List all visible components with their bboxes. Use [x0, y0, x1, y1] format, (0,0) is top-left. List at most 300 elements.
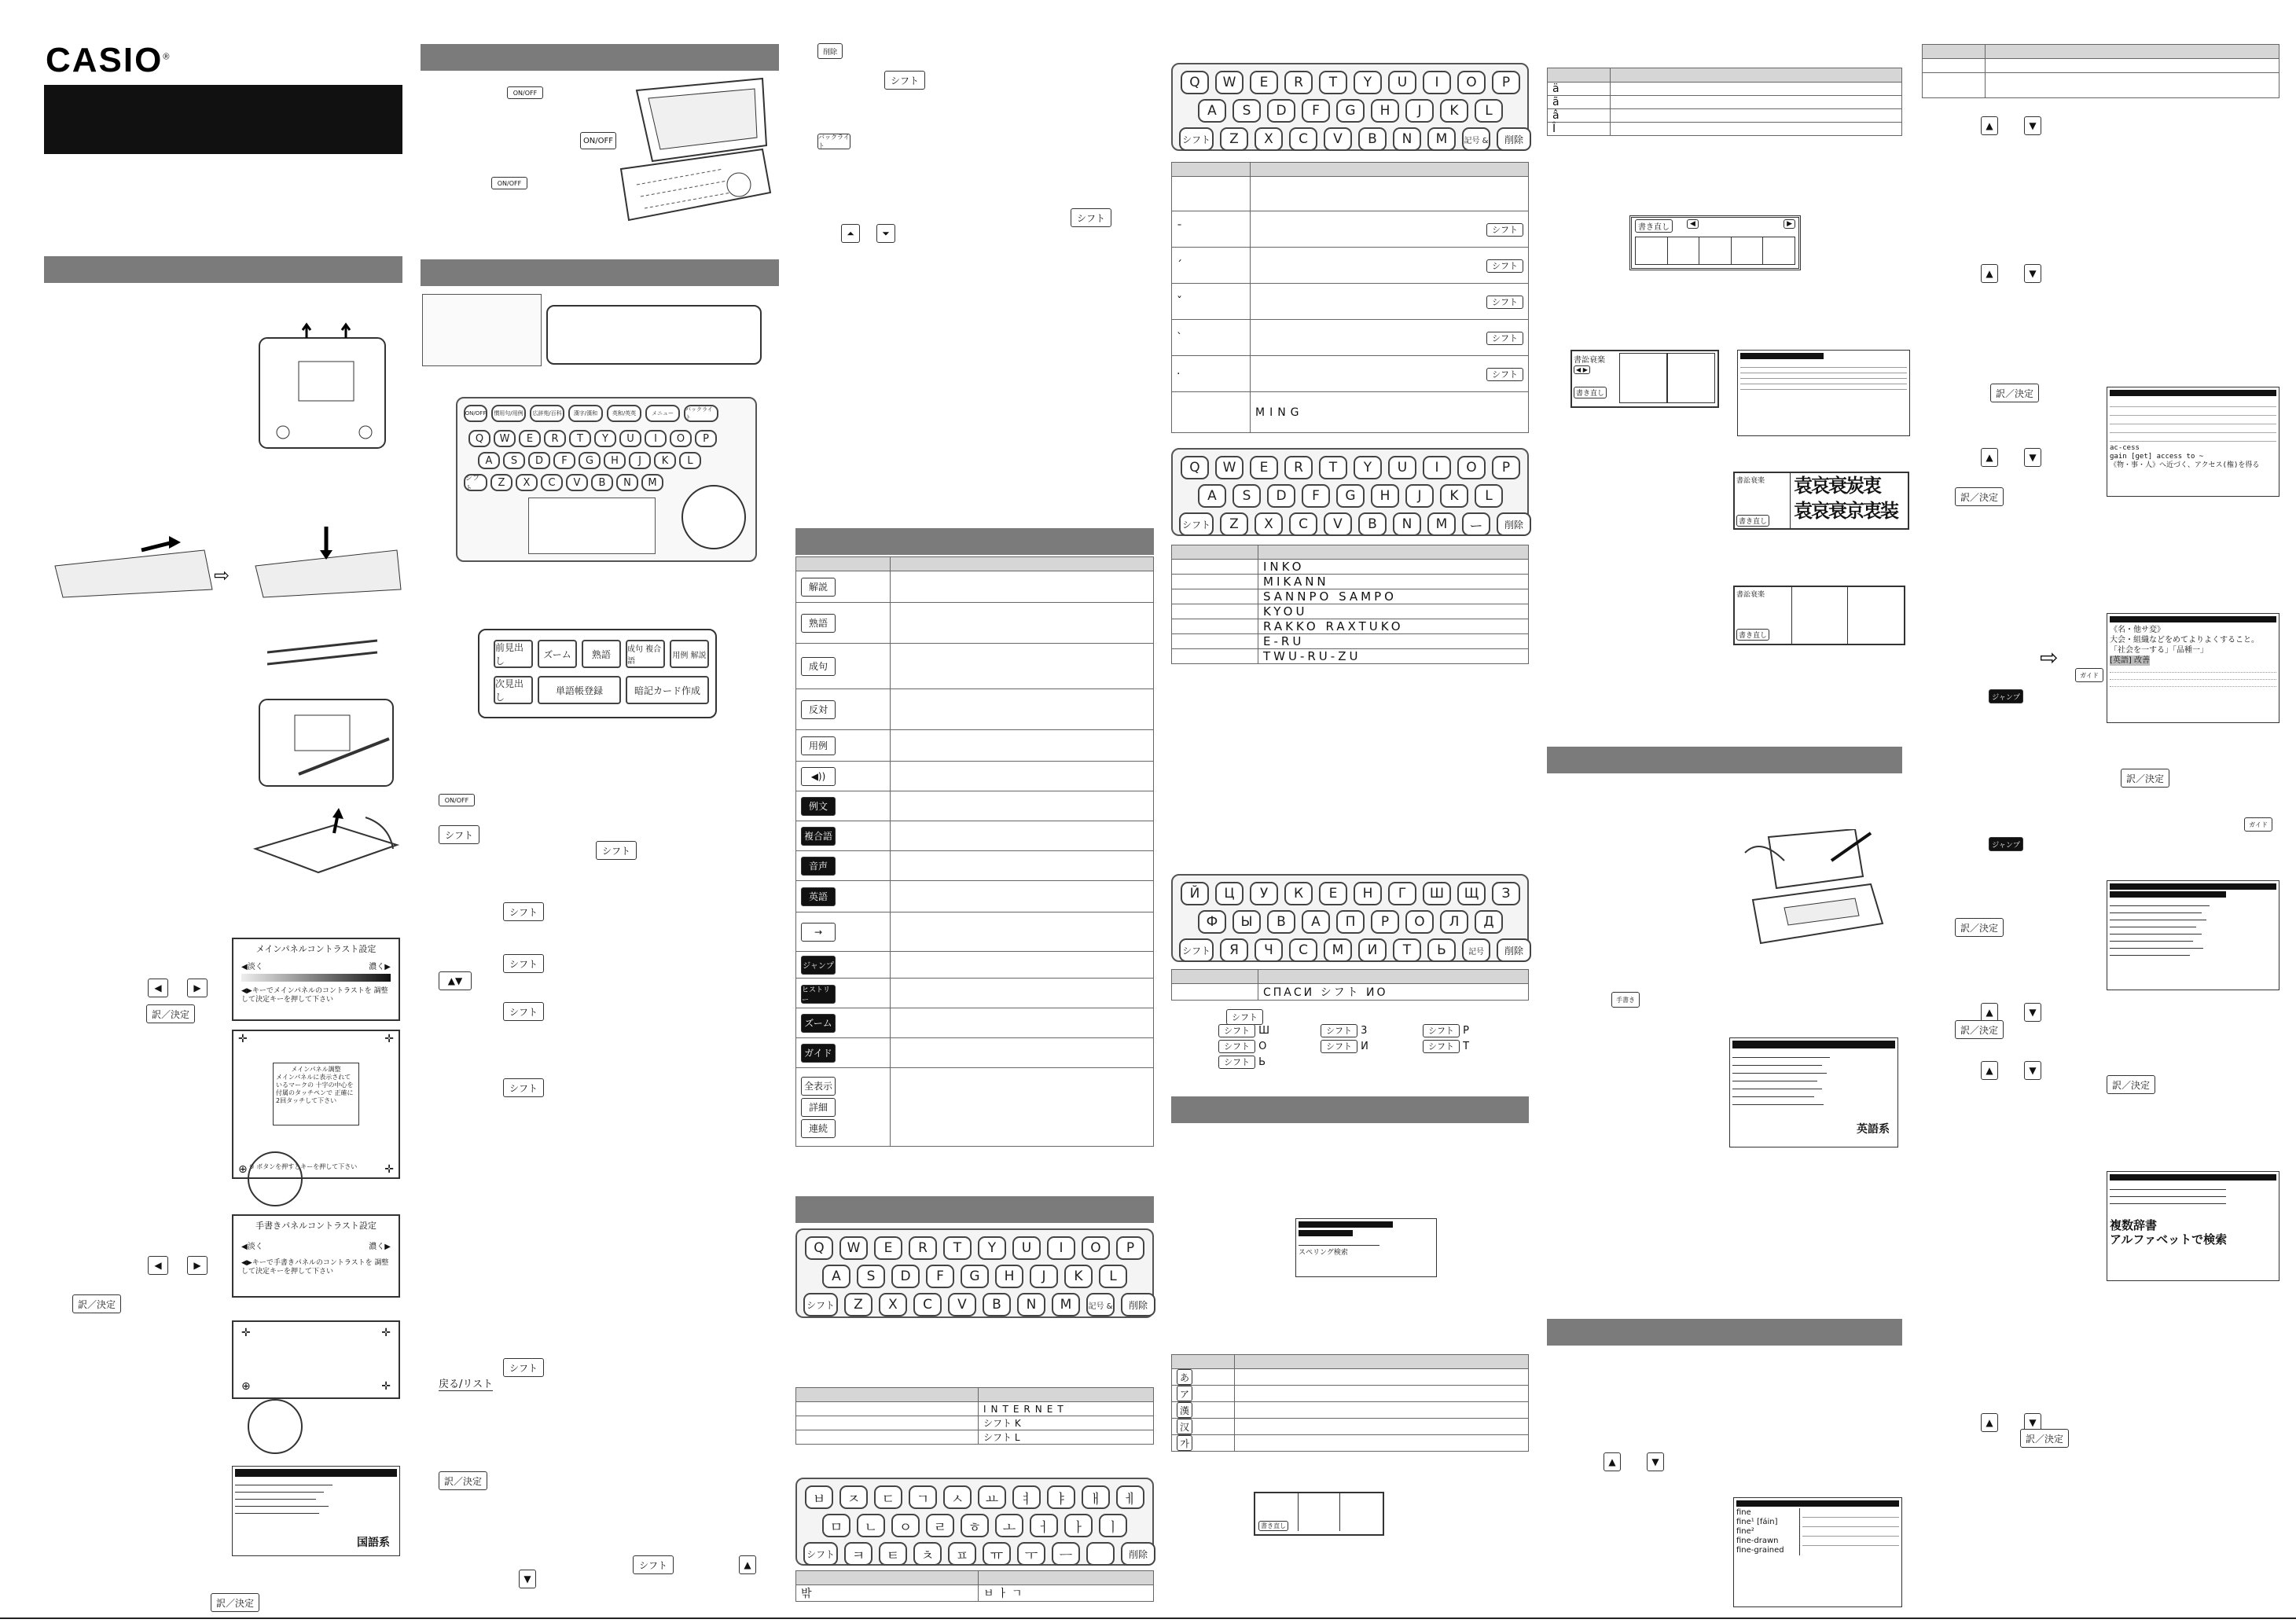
decide-key[interactable]: 訳／決定 [1990, 384, 2039, 402]
cyrillic-key[interactable]: Л [1440, 910, 1468, 934]
key-j[interactable]: J [629, 452, 651, 469]
key-q[interactable]: Q [805, 1236, 833, 1260]
key-u[interactable]: U [1388, 71, 1416, 94]
key-j[interactable]: J [1405, 99, 1434, 123]
key-k[interactable]: K [1440, 99, 1468, 123]
candidate-char[interactable]: 衰 [1828, 475, 1846, 497]
candidate-char[interactable]: 袁 [1794, 475, 1811, 497]
delete-key[interactable]: 削除 [1121, 1293, 1155, 1316]
jump-icon: ジャンプ [801, 956, 836, 975]
up-key[interactable]: ▲ [1981, 448, 1998, 467]
cyrillic-key[interactable]: Е [1319, 882, 1347, 905]
key-c[interactable]: C [913, 1293, 942, 1316]
power-key[interactable]: ON/OFF [491, 177, 527, 189]
decide-key[interactable]: 訳／決定 [72, 1294, 121, 1313]
power-key[interactable]: ON/OFF [439, 794, 475, 806]
rewrite-button[interactable]: 書き直し [1635, 219, 1673, 233]
key-i[interactable]: I [1423, 71, 1451, 94]
hangul-key[interactable]: ㅡ [1052, 1542, 1080, 1566]
key-x[interactable]: X [516, 474, 538, 491]
key-p[interactable]: P [1116, 1236, 1144, 1260]
key-u[interactable]: U [619, 430, 641, 447]
hangul-key[interactable]: ㅍ [948, 1542, 976, 1566]
key-p[interactable]: P [1492, 71, 1520, 94]
cyrillic-key[interactable]: Ь [1427, 938, 1456, 962]
long-vowel-key[interactable]: ー [1462, 512, 1490, 536]
decide-key[interactable]: 訳／決定 [2121, 769, 2169, 788]
top-key-2[interactable]: 広辞苑/百科 [530, 405, 564, 422]
hangul-key[interactable]: ㅂ [805, 1485, 833, 1509]
hangul-icon: 가 [1177, 1435, 1192, 1451]
arrow-left-icon[interactable]: ◀ [1687, 219, 1699, 229]
key-b[interactable]: B [1358, 512, 1387, 536]
idiom-button[interactable]: 熟語 [582, 640, 621, 668]
zoom-circle [248, 1399, 303, 1454]
candidate-char[interactable]: 哀 [1811, 475, 1828, 497]
key-h[interactable]: H [604, 452, 626, 469]
hangul-key[interactable] [1086, 1542, 1115, 1566]
cyrillic-key[interactable]: М [1324, 938, 1352, 962]
key-f[interactable]: F [1302, 484, 1330, 508]
delete-key[interactable]: 削除 [1497, 127, 1531, 151]
key-v[interactable]: V [1324, 127, 1352, 151]
key-b[interactable]: B [1358, 127, 1387, 151]
key-x[interactable]: X [1255, 127, 1283, 151]
key-z[interactable]: Z [1220, 127, 1248, 151]
cyrillic-key[interactable]: Д [1475, 910, 1503, 934]
zoom-button[interactable]: ズーム [538, 640, 577, 668]
cyrillic-key[interactable]: Я [1220, 938, 1248, 962]
key-v[interactable]: V [566, 474, 588, 491]
hangul-key[interactable]: ㅠ [983, 1542, 1011, 1566]
key-h[interactable]: H [995, 1265, 1023, 1288]
symbol-key[interactable]: 記号 & [1086, 1293, 1115, 1316]
key-c[interactable]: C [541, 474, 563, 491]
shift-key[interactable]: シフト [884, 71, 925, 90]
delete-key[interactable]: 削除 [1121, 1542, 1155, 1566]
key-d[interactable]: D [1267, 484, 1295, 508]
section-bar [1547, 747, 1902, 773]
key-k[interactable]: K [1064, 1265, 1093, 1288]
hangul-key[interactable]: ㅎ [961, 1514, 989, 1537]
hangul-key[interactable]: ㅋ [844, 1542, 872, 1566]
down-key[interactable]: ▼ [519, 1570, 536, 1588]
key-y[interactable]: Y [1354, 71, 1382, 94]
flashcard-button[interactable]: 暗記カード作成 [626, 676, 709, 704]
delete-key[interactable]: 削除 [817, 43, 843, 59]
right-key[interactable]: ▶ [187, 1256, 208, 1275]
candidate-char[interactable]: 袁 [1794, 500, 1811, 522]
top-key-4[interactable]: 英和/英英 [607, 405, 641, 422]
key-z[interactable]: Z [490, 474, 512, 491]
key-z[interactable]: Z [1220, 512, 1248, 536]
power-key[interactable]: ON/OFF [464, 405, 487, 422]
down-key[interactable]: ▼ [2024, 116, 2041, 135]
key-s[interactable]: S [1232, 99, 1261, 123]
key-q[interactable]: Q [1181, 456, 1209, 479]
symbol-key[interactable]: 記号 [1462, 938, 1490, 962]
hangul-key[interactable]: ㅛ [978, 1485, 1006, 1509]
key-u[interactable]: U [1388, 456, 1416, 479]
shift-key[interactable]: シフト [439, 825, 479, 844]
down-key[interactable]: ▼ [2024, 1413, 2041, 1432]
key-a[interactable]: A [1198, 99, 1226, 123]
key-k[interactable]: K [654, 452, 676, 469]
rewrite-button[interactable]: 書き直し [1736, 629, 1769, 641]
history-icon: ヒストリー [801, 985, 836, 1004]
guide-key[interactable]: ガイド [2075, 668, 2103, 682]
wordbook-button[interactable]: 単語帳登録 [538, 676, 621, 704]
arrow-icon: ⇨ [214, 564, 230, 586]
key-c[interactable]: C [1289, 512, 1317, 536]
hangul-key[interactable]: ㅊ [913, 1542, 942, 1566]
cyrillic-key[interactable]: Ы [1232, 910, 1261, 934]
shift-key[interactable]: シフト [1486, 296, 1523, 309]
key-y[interactable]: Y [1354, 456, 1382, 479]
key-n[interactable]: N [1393, 512, 1421, 536]
key-q[interactable]: Q [468, 430, 490, 447]
hangul-key[interactable]: ㅓ [1030, 1514, 1058, 1537]
key-t[interactable]: T [569, 430, 591, 447]
page-down-key[interactable]: ⏷ [876, 224, 895, 243]
up-key[interactable]: ▲ [1981, 116, 1998, 135]
compound-icon: 複合語 [801, 827, 836, 846]
shift-key[interactable]: シフト [633, 1555, 674, 1574]
decide-key[interactable]: 訳／決定 [2107, 1075, 2155, 1094]
key-a[interactable]: A [822, 1265, 850, 1288]
multi-dictionary-screen: 複数辞書 アルファベットで検索 [2107, 1171, 2279, 1281]
key-h[interactable]: H [1371, 484, 1399, 508]
decide-key[interactable]: 訳／決定 [439, 1471, 487, 1490]
key-o[interactable]: O [670, 430, 692, 447]
hangul-key[interactable]: ㅗ [995, 1514, 1023, 1537]
key-w[interactable]: W [1215, 71, 1244, 94]
shift-key[interactable]: シフト [503, 1358, 544, 1377]
hangul-key[interactable]: ㅔ [1116, 1485, 1144, 1509]
key-e[interactable]: E [519, 430, 541, 447]
key-m[interactable]: M [1052, 1293, 1080, 1316]
example-button[interactable]: 用例 解説 [670, 640, 709, 668]
contrast-main-title: メインパネルコントラスト設定 [255, 944, 377, 954]
key-g[interactable]: G [1336, 484, 1365, 508]
shift-key[interactable]: シフト [1486, 223, 1523, 237]
cyrillic-key[interactable]: К [1284, 882, 1313, 905]
section-bar [795, 1196, 1154, 1223]
down-key[interactable]: ▼ [2024, 1061, 2041, 1080]
key-i[interactable]: I [1047, 1236, 1075, 1260]
candidate-char[interactable]: 哀 [1811, 500, 1828, 522]
hangul-key[interactable]: ㄴ [857, 1514, 885, 1537]
key-n[interactable]: N [1017, 1293, 1045, 1316]
candidate-char[interactable]: 衷 [1863, 475, 1880, 497]
shift-key[interactable]: シフト [596, 841, 637, 860]
key-c[interactable]: C [1289, 127, 1317, 151]
crosshair-icon[interactable]: ⊕ [238, 1163, 248, 1176]
crosshair-icon: ✛ [238, 1033, 248, 1045]
cyrillic-key[interactable]: П [1336, 910, 1365, 934]
top-key-1[interactable]: 慣用句/用例 [491, 405, 526, 422]
key-f[interactable]: F [926, 1265, 954, 1288]
candidate-char[interactable]: 京 [1846, 500, 1863, 522]
up-key[interactable]: ▲ [1604, 1452, 1621, 1471]
cyrillic-key[interactable]: И [1358, 938, 1387, 962]
power-key[interactable]: ON/OFF [507, 86, 543, 99]
decide-key[interactable]: 訳／決定 [1955, 1020, 2004, 1039]
next-entry-button[interactable]: 次見出し [494, 676, 533, 704]
key-l[interactable]: L [1099, 1265, 1127, 1288]
jump-key[interactable]: ジャンプ [1989, 837, 2023, 851]
key-r[interactable]: R [1284, 71, 1313, 94]
shift-key[interactable]: シフト [1486, 259, 1523, 273]
shift-key[interactable]: シフト [1486, 368, 1523, 381]
key-g[interactable]: G [579, 452, 601, 469]
key-v[interactable]: V [1324, 512, 1352, 536]
contrast-main-screen [232, 938, 400, 1021]
shift-key[interactable]: シフト [503, 954, 544, 973]
device-open-illustration [605, 75, 778, 228]
key-y[interactable]: Y [594, 430, 616, 447]
back-list-key[interactable]: 戻る/リスト [439, 1375, 493, 1391]
up-key[interactable]: ▲ [1981, 1413, 1998, 1432]
rewrite-button[interactable]: 書き直し [1574, 387, 1607, 398]
hangul-key[interactable]: ㅈ [839, 1485, 868, 1509]
key-m[interactable]: M [641, 474, 663, 491]
cyrillic-key[interactable]: Ч [1255, 938, 1283, 962]
key-m[interactable]: M [1427, 512, 1456, 536]
shift-key[interactable]: シフト [464, 474, 487, 491]
candidate-char[interactable]: 衰 [1828, 500, 1846, 522]
key-v[interactable]: V [948, 1293, 976, 1316]
key-r[interactable]: R [1284, 456, 1313, 479]
key-k[interactable]: K [1440, 484, 1468, 508]
key-d[interactable]: D [528, 452, 550, 469]
key-e[interactable]: E [1250, 456, 1278, 479]
hangul-key[interactable]: ㅅ [943, 1485, 972, 1509]
hangul-keyboard [795, 1478, 1154, 1566]
shift-key[interactable]: シフト [503, 1078, 544, 1097]
delete-key[interactable]: 削除 [1497, 938, 1531, 962]
candidate-char[interactable]: 衷 [1863, 500, 1880, 522]
key-r[interactable]: R [909, 1236, 937, 1260]
hangul-key[interactable]: ㅜ [1017, 1542, 1045, 1566]
key-y[interactable]: Y [978, 1236, 1006, 1260]
battery-step-1 [47, 519, 220, 605]
key-l[interactable]: L [1475, 99, 1503, 123]
key-g[interactable]: G [1336, 99, 1365, 123]
key-t[interactable]: T [1319, 71, 1347, 94]
hangul-key[interactable]: ㅣ [1099, 1514, 1127, 1537]
phrase-button[interactable]: 成句 複合語 [626, 640, 665, 668]
key-f[interactable]: F [1302, 99, 1330, 123]
hangul-key[interactable]: ㄷ [874, 1485, 902, 1509]
shift-key[interactable]: シフト [803, 1293, 838, 1316]
hangul-key[interactable]: ㄹ [926, 1514, 954, 1537]
hangul-key[interactable]: ㅐ [1082, 1485, 1110, 1509]
example-icon: 用例 [801, 736, 836, 755]
key-i[interactable]: I [645, 430, 667, 447]
cyrillic-key[interactable]: З [1492, 882, 1520, 905]
key-p[interactable]: P [1492, 456, 1520, 479]
key-n[interactable]: N [616, 474, 638, 491]
up-key[interactable]: ▲ [1981, 264, 1998, 283]
key-b[interactable]: B [591, 474, 613, 491]
key-u[interactable]: U [1012, 1236, 1041, 1260]
shift-key[interactable]: シフト [1226, 1009, 1263, 1025]
key-d[interactable]: D [891, 1265, 920, 1288]
cyrillic-key[interactable]: Н [1354, 882, 1382, 905]
key-m[interactable]: M [1427, 127, 1456, 151]
key-t[interactable]: T [943, 1236, 972, 1260]
contrast-hand-screen [232, 1214, 400, 1298]
key-j[interactable]: J [1030, 1265, 1058, 1288]
hand-panel[interactable] [528, 498, 656, 554]
key-o[interactable]: O [1457, 71, 1486, 94]
decide-key[interactable]: 訳／決定 [2020, 1429, 2069, 1448]
stylus-writing-illustration [1737, 829, 1894, 947]
backlight-key[interactable]: バックライト [684, 405, 718, 422]
key-z[interactable]: Z [844, 1293, 872, 1316]
key-x[interactable]: X [1255, 512, 1283, 536]
hand-icon[interactable]: 手書き [1611, 992, 1640, 1008]
key-e[interactable]: E [874, 1236, 902, 1260]
key-o[interactable]: O [1457, 456, 1486, 479]
cyrillic-key[interactable]: Й [1181, 882, 1209, 905]
shift-key[interactable]: シフト [503, 902, 544, 921]
hangul-key[interactable]: ㅇ [891, 1514, 920, 1537]
contrast-gradient-bar[interactable] [241, 974, 391, 982]
shift-key[interactable]: シフト [803, 1542, 838, 1566]
guide-key[interactable]: ガイド [2244, 817, 2272, 832]
cyrillic-key[interactable]: О [1405, 910, 1434, 934]
key-w[interactable]: W [494, 430, 516, 447]
key-a[interactable]: A [1198, 484, 1226, 508]
down-key[interactable]: ▼ [2024, 448, 2041, 467]
key-e[interactable]: E [1250, 71, 1278, 94]
key-s[interactable]: S [503, 452, 525, 469]
candidate-char[interactable]: 炭 [1846, 475, 1863, 497]
phrase-icon: 成句 [801, 657, 836, 676]
right-key[interactable]: ▶ [187, 979, 208, 997]
cyrillic-key[interactable]: Ф [1198, 910, 1226, 934]
char-type-table [1171, 1354, 1529, 1452]
russian-example-table: СПАСИ シフト ИО [1171, 969, 1529, 1001]
hangul-key[interactable]: ㅑ [1047, 1485, 1075, 1509]
key-w[interactable]: W [839, 1236, 868, 1260]
prev-entry-button[interactable]: 前見出し [494, 640, 533, 668]
page-up-down-key[interactable]: ▲▼ [439, 971, 472, 990]
symbol-key[interactable]: 記号 & [1462, 127, 1490, 151]
cyrillic-key[interactable]: Ш [1423, 882, 1451, 905]
key-f[interactable]: F [553, 452, 575, 469]
key-p[interactable]: P [695, 430, 717, 447]
crosshair-icon[interactable]: ⊕ [241, 1380, 251, 1393]
left-key[interactable]: ◀ [148, 1256, 168, 1275]
cyrillic-key[interactable]: У [1250, 882, 1278, 905]
key-n[interactable]: N [1393, 127, 1421, 151]
key-h[interactable]: H [1371, 99, 1399, 123]
cyrillic-key[interactable]: Щ [1457, 882, 1486, 905]
key-g[interactable]: G [961, 1265, 989, 1288]
down-key[interactable]: ▼ [1647, 1452, 1664, 1471]
shift-key[interactable]: シフト [503, 1002, 544, 1021]
backlight-key[interactable]: バックライト [818, 134, 850, 149]
arrow-icon: ⇨ [2040, 644, 2059, 670]
hangul-key[interactable]: ㅏ [1064, 1514, 1093, 1537]
key-q[interactable]: Q [1181, 71, 1209, 94]
cursor-pad[interactable] [681, 485, 746, 549]
title-block [44, 85, 402, 154]
key-o[interactable]: O [1082, 1236, 1110, 1260]
key-t[interactable]: T [1319, 456, 1347, 479]
rewrite-button[interactable]: 書き直し [1258, 1521, 1288, 1531]
cyrillic-key[interactable]: А [1302, 910, 1330, 934]
key-x[interactable]: X [879, 1293, 907, 1316]
key-w[interactable]: W [1215, 456, 1244, 479]
hand-panel-buttons [478, 629, 717, 718]
power-key[interactable]: ON/OFF [580, 132, 616, 149]
key-d[interactable]: D [1267, 99, 1295, 123]
cyrillic-key[interactable]: Т [1393, 938, 1421, 962]
shift-key[interactable]: シフト [1179, 127, 1214, 151]
decide-key[interactable]: 訳／決定 [1955, 487, 2004, 506]
key-l[interactable]: L [679, 452, 701, 469]
shift-key[interactable]: シフト [1179, 938, 1214, 962]
cyrillic-key[interactable]: Р [1371, 910, 1399, 934]
down-key[interactable]: ▼ [2024, 1003, 2041, 1022]
cyrillic-key[interactable]: В [1267, 910, 1295, 934]
shift-key[interactable]: シフト [1071, 208, 1111, 227]
arrows-icon[interactable]: ◀ ▶ [1574, 365, 1590, 374]
up-key[interactable]: ▲ [739, 1555, 756, 1574]
delete-key[interactable]: 削除 [1497, 512, 1531, 536]
cyrillic-key[interactable]: С [1289, 938, 1317, 962]
key-l[interactable]: L [1475, 484, 1503, 508]
decide-key[interactable]: 訳／決定 [146, 1004, 195, 1023]
up-key[interactable]: ▲ [1981, 1061, 1998, 1080]
hangul-key[interactable]: ㅌ [879, 1542, 907, 1566]
key-s[interactable]: S [1232, 484, 1261, 508]
arrow-right-icon[interactable]: ▶ [1784, 219, 1795, 229]
page-up-key[interactable]: ⏶ [841, 224, 860, 243]
decide-key[interactable]: 訳／決定 [1955, 918, 2004, 937]
key-s[interactable]: S [857, 1265, 885, 1288]
key-i[interactable]: I [1423, 456, 1451, 479]
cyrillic-key[interactable]: Г [1388, 882, 1416, 905]
decide-key[interactable]: 訳／決定 [211, 1593, 259, 1612]
top-key-3[interactable]: 漢字/漢和 [568, 405, 603, 422]
key-a[interactable]: A [478, 452, 500, 469]
shift-key[interactable]: シフト [1179, 512, 1214, 536]
crosshair-icon: ✛ [381, 1380, 391, 1393]
english-menu-label: 英語系 [1857, 1123, 1890, 1136]
up-key[interactable]: ▲ [1981, 1003, 1998, 1022]
touch-adjust-foot: ※ ボタンを押すとキーを押して下さい [249, 1163, 358, 1170]
key-r[interactable]: R [544, 430, 566, 447]
hangul-key[interactable]: ㅁ [822, 1514, 850, 1537]
rewrite-button[interactable]: 書き直し [1736, 515, 1769, 527]
hangul-key[interactable]: ㅕ [1012, 1485, 1041, 1509]
left-key[interactable]: ◀ [148, 979, 168, 997]
menu-key[interactable]: メニュー [645, 405, 680, 422]
down-key[interactable]: ▼ [2024, 264, 2041, 283]
shift-key[interactable]: シフト [1486, 332, 1523, 345]
jump-key[interactable]: ジャンプ [1989, 689, 2023, 703]
key-b[interactable]: B [983, 1293, 1011, 1316]
cyrillic-key[interactable]: Ц [1215, 882, 1244, 905]
candidate-char[interactable]: 装 [1880, 500, 1897, 522]
key-j[interactable]: J [1405, 484, 1434, 508]
hangul-key[interactable]: ㄱ [909, 1485, 937, 1509]
